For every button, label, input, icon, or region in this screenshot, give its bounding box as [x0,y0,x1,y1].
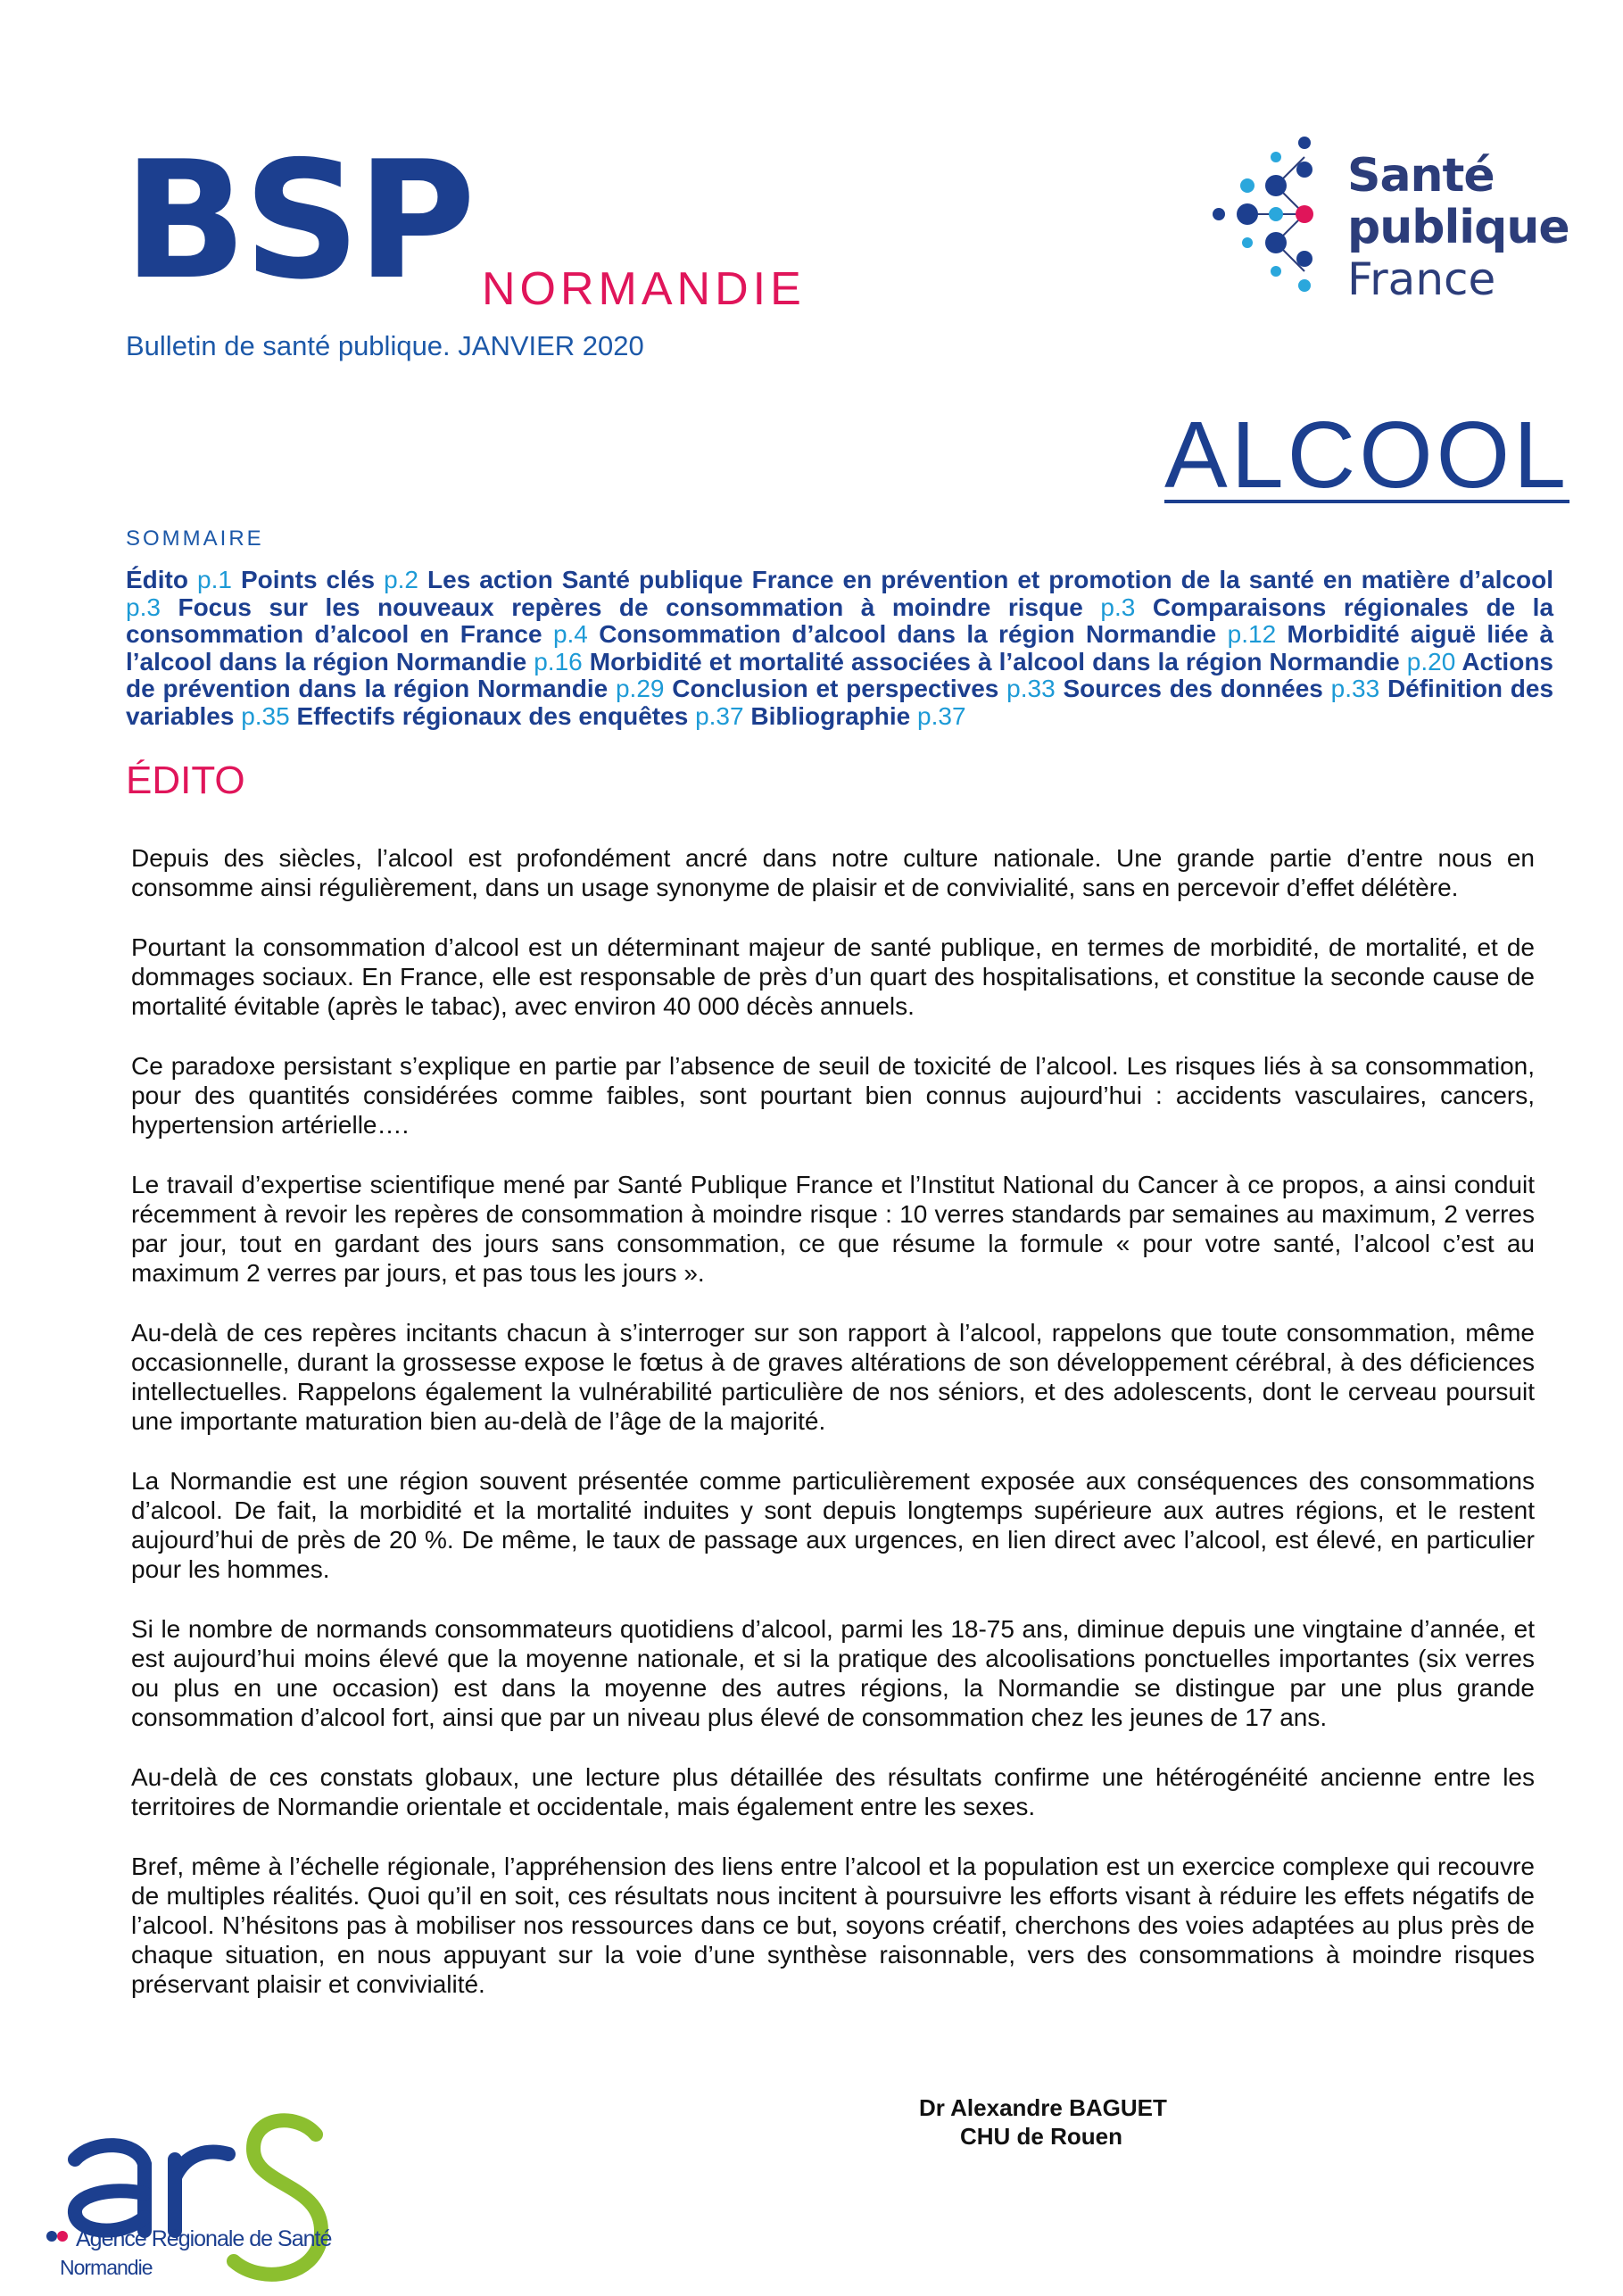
sommaire-entry-page: p.4 [552,620,588,648]
spf-dots-icon [1205,125,1347,312]
sommaire-entry-page: p.33 [1330,675,1380,702]
signature [919,2093,1167,2151]
sommaire-entry-label: Bibliographie [750,701,911,730]
sommaire-entry-page: p.12 [1227,620,1277,648]
sommaire-entry[interactable] [672,675,1055,702]
sommaire-entry-label: Conclusion et perspectives [672,675,999,702]
edito-paragraph: Depuis des siècles, l’alcool est profondément ancré dans notre culture nationale. Une grande partie d’entre nous en consomme ainsi régulièrement, dans un usage synonyme de plaisir et de convivialité, sans en percevoir d’effet délétère. [131,844,1535,901]
region-name: NORMANDIE [482,263,806,315]
sommaire-entry-label: Actions de prévention dans la région Normandie [126,647,1553,702]
sommaire-entry-label: Consommation d’alcool dans la région Normandie [599,620,1217,648]
edito-paragraph: Pourtant la consommation d’alcool est un déterminant majeur de santé publique, en termes de morbidité, de mortalité, et de dommages sociaux. En France, elle est responsable de près d’un quart des hospitalisations, et constitue la seconde cause de mortalité évitable (après le tabac), avec environ 40 000 décès annuels. [131,933,1535,1020]
spf-logo-line3: France [1347,253,1496,305]
page-title: ALCOOL [1164,402,1570,508]
sommaire-entry-label: Définition des variables [126,675,1554,730]
sommaire-entry[interactable] [126,566,232,593]
sommaire-entry-page: p.20 [1406,647,1456,676]
signature-name: Dr Alexandre BAGUET [919,2094,1167,2121]
sommaire-entry-page: p.3 [1100,593,1136,621]
sommaire-entry-label: Morbidité aiguë liée à l’alcool dans la région Normandie [126,620,1554,676]
sommaire-entry-page: p.33 [1006,675,1056,702]
signature-affiliation: CHU de Rouen [960,2123,1122,2150]
edito-paragraph: Bref, même à l’échelle régionale, l’appréhension des liens entre l’alcool et la population est un exercice complexe qui recouvre de multiples réalités. Quoi qu’il en soit, ces résultats nous incitent à poursuivre les efforts visant à réduire les effets négatifs de l’alcool. N’hésitons pas à mobiliser nos ressources dans ce but, soyons créatif, cherchons des voies adaptées au plus près de chaque situation, en nous appuyant sur la voie d’une synthèse raisonnable, vers des consommations à moindre risques préservant plaisir et convivialité. [131,1853,1535,1998]
spf-logo-line2: publique [1347,201,1569,254]
sommaire-entry[interactable] [241,566,418,593]
edito-paragraph: Au-delà de ces constats globaux, une lecture plus détaillée des résultats confirme une hétérogénéité ancienne entre les territoires de Normandie orientale et occidentale, mais également entre les sexes. [131,1763,1535,1820]
edito-paragraph: Si le nombre de normands consommateurs quotidiens d’alcool, parmi les 18-75 ans, diminue depuis une vingtaine d’année, et est aujourd’hui moins élevé que la moyenne nationale, et si la pratique des alcoolisations ponctuelles importantes (six verres ou plus en une occasion) est dans la moyenne des autres régions, la Normandie se distingue par une plus grande consommation d’alcool fort, ainsi que par un niveau plus élevé de consommation chez les jeunes de 17 ans. [131,1615,1535,1731]
sommaire-entry-label: Points clés [240,566,376,593]
sommaire-entry-label: Les action Santé publique France en prévention et promotion de la santé en matière d’alcool [427,566,1553,593]
sommaire-entry-page: p.2 [384,566,418,593]
sommaire-entry-label: Édito [126,566,188,593]
sommaire-entry-label: Morbidité et mortalité associées à l’alcool dans la région Normandie [589,647,1400,676]
bulletin-subtitle: Bulletin de santé publique. JANVIER 2020 [126,330,644,361]
spf-logo-line1: Santé [1347,149,1495,203]
edito-heading: ÉDITO [126,758,245,802]
sante-publique-france-logo [1205,125,1569,312]
ars-logo-line2: Normandie [60,2256,153,2279]
sommaire-entry[interactable] [1063,675,1379,702]
sommaire-entry[interactable] [750,702,965,730]
sommaire-entry[interactable] [178,593,1135,621]
sommaire-entry-label: Effectifs régionaux des enquêtes [296,701,689,730]
sommaire-entry-page: p.3 [126,593,161,621]
sommaire-entry-label: Sources des données [1063,675,1323,702]
sommaire-entry-page: p.1 [197,566,232,593]
sommaire-entry-label: Focus sur les nouveaux repères de consommation à moindre risque [178,593,1083,621]
sommaire-list [126,567,1553,730]
edito-body [131,843,1535,2029]
sommaire-entry-page: p.16 [534,647,583,676]
sommaire-entry-page: p.35 [241,701,290,730]
edito-paragraph: Le travail d’expertise scientifique mené par Santé Publique France et l’Institut National du Cancer à ce propos, a ainsi conduit récemment à revoir les repères de consommation à moindre risque : 10 verres standards par semaines au maximum, 2 verres par jour, tout en gardant des jours sans consommation, ce que résume la formule « pour votre santé, l’alcool c’est au maximum 2 verres par jours, et pas tous les jours ». [131,1171,1535,1287]
sommaire-entry-page: p.37 [695,701,744,730]
sommaire-entry-page: p.37 [917,701,966,730]
sommaire-heading: SOMMAIRE [126,526,264,551]
sommaire-entry-label: Comparaisons régionales de la consommation d’alcool en France [126,593,1554,648]
sommaire-entry[interactable] [590,648,1456,676]
sommaire-entry[interactable] [599,620,1276,648]
edito-paragraph: Ce paradoxe persistant s’explique en partie par l’absence de seuil de toxicité de l’alcool. Les risques liés à sa consommation, pour des quantités considérées comme faibles, sont pourtant bien connus aujourd’hui : accidents vasculaires, cancers, hypertension artérielle…. [131,1052,1535,1139]
bsp-logo: BSP [123,126,473,315]
edito-paragraph: La Normandie est une région souvent présentée comme particulièrement exposée aux conséquences des consommations d’alcool. De fait, la morbidité et la mortalité induites y sont depuis longtemps supérieure aux autres régions, et le restent aujourd’hui de près de 20 %. De même, le taux de passage aux urgences, en lien direct avec l’alcool, est élevé, en particulier pour les hommes. [131,1467,1535,1583]
sommaire-entry[interactable] [296,702,743,730]
sommaire-entry-page: p.29 [615,675,665,702]
ars-logo-line1: Agence Régionale de Santé [76,2226,332,2251]
edito-paragraph: Au-delà de ces repères incitants chacun à s’interroger sur son rapport à l’alcool, rappelons que toute consommation, même occasionnelle, durant la grossesse expose le fœtus à de graves altérations de son développement cérébral, à des déficiences intellectuelles. Rappelons également la vulnérabilité particulière de nos séniors, et des adolescents, dont le cerveau poursuit une importante maturation bien au-delà de l’âge de la majorité. [131,1319,1535,1435]
